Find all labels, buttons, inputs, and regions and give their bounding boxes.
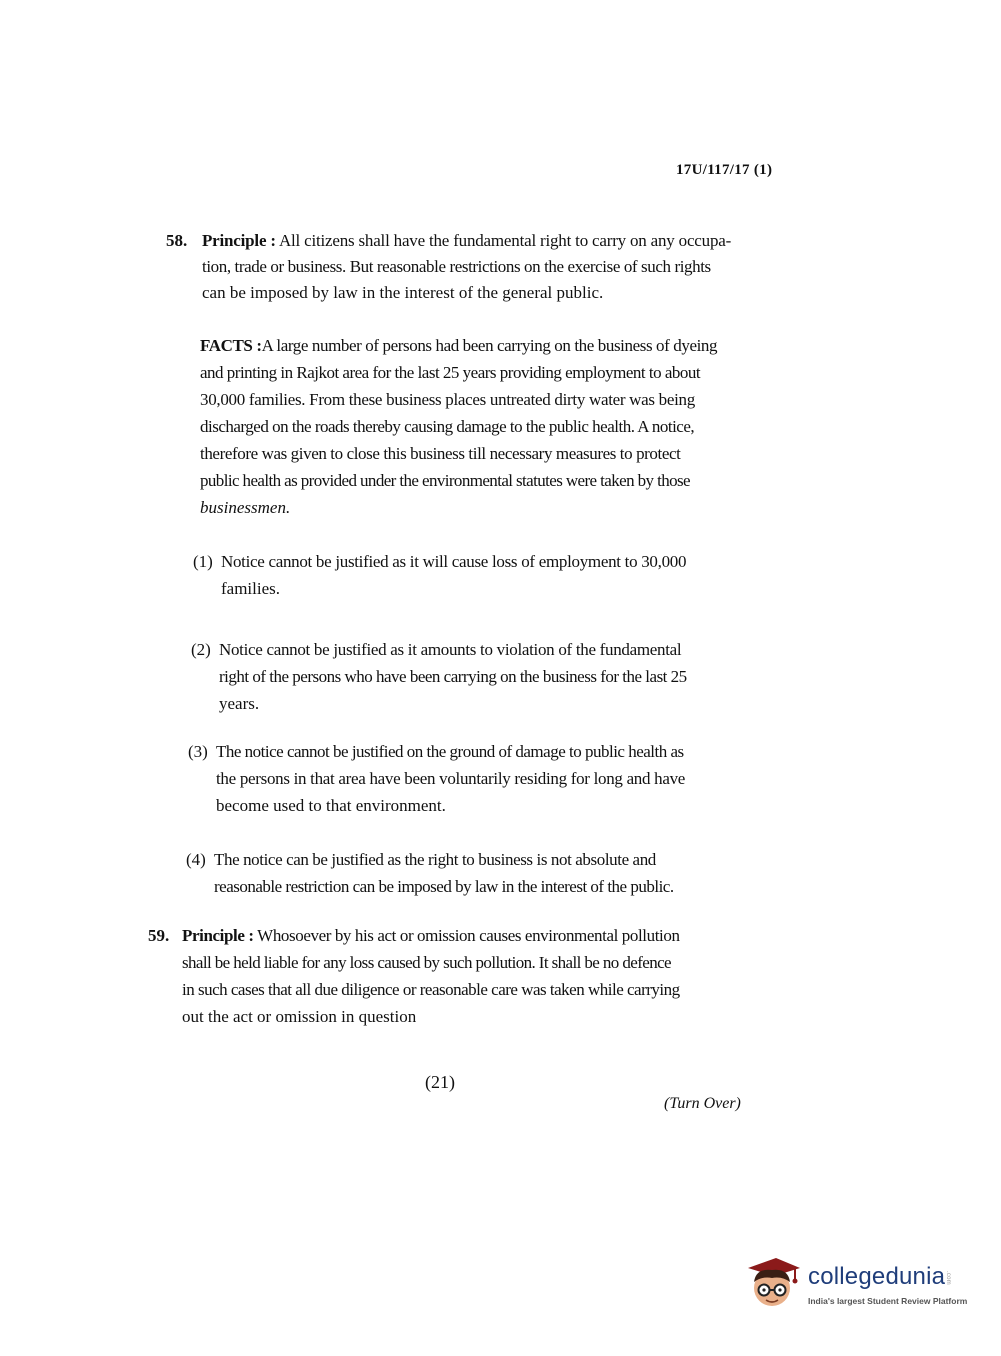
option-line: Notice cannot be justified as it will cause loss of employment to 30,000 xyxy=(221,552,687,571)
option-line: The notice can be justified as the right to business is not absolute and xyxy=(214,850,656,869)
facts-line: businessmen. xyxy=(200,498,291,517)
question-number: 59. xyxy=(148,926,170,945)
facts-label: FACTS : xyxy=(200,336,262,355)
principle-line: in such cases that all due diligence or reasonable care was taken while carrying xyxy=(182,980,680,999)
principle-text xyxy=(202,228,786,306)
principle-label: Principle : xyxy=(202,231,276,250)
option-line: the persons in that area have been voluntarily residing for long and have xyxy=(216,769,686,788)
facts-line: therefore was given to close this business till necessary measures to protect xyxy=(200,444,681,463)
principle-line: shall be held liable for any loss caused by such pollution. It shall be no defence xyxy=(182,953,671,972)
turn-over-note: (Turn Over) xyxy=(664,1095,741,1112)
option-line: Notice cannot be justified as it amounts to violation of the fundamental xyxy=(219,640,682,659)
option-number: (3) xyxy=(188,742,208,761)
paper-code: 17U/117/17 (1) xyxy=(676,162,773,178)
brand-name: collegedunia.com xyxy=(808,1263,952,1290)
question-58 xyxy=(166,228,786,318)
facts-line: 30,000 families. From these business places untreated dirty water was being xyxy=(200,390,695,409)
facts-line: A large number of persons had been carrying on the business of dyeing xyxy=(261,336,718,355)
brand-suffix: .com xyxy=(945,1270,952,1285)
option-line: right of the persons who have been carrying on the business for the last 25 xyxy=(219,667,687,686)
question-59 xyxy=(148,922,768,1038)
facts-line: discharged on the roads thereby causing damage to the public health. A notice, xyxy=(200,417,695,436)
option-line: become used to that environment. xyxy=(216,796,446,815)
option-line: families. xyxy=(221,579,281,598)
option-line: years. xyxy=(219,694,260,713)
option-line: The notice cannot be justified on the ground of damage to public health as xyxy=(216,742,684,761)
principle-line: tion, trade or business. But reasonable restrictions on the exercise of such rights xyxy=(202,257,711,276)
page-number: (21) xyxy=(425,1072,455,1092)
principle-label: Principle : xyxy=(182,926,254,945)
principle-line: out the act or omission in question xyxy=(182,1007,417,1026)
option-number: (4) xyxy=(186,850,206,869)
principle-text xyxy=(182,922,768,1030)
option-number: (2) xyxy=(191,640,211,659)
principle-line: All citizens shall have the fundamental right to carry on any occupa- xyxy=(278,231,732,250)
mascot-icon xyxy=(742,1250,804,1312)
principle-line: can be imposed by law in the interest of the general public. xyxy=(202,283,604,302)
collegedunia-watermark xyxy=(742,1250,972,1320)
option-number: (1) xyxy=(193,552,213,571)
brand-tagline: India's largest Student Review Platform xyxy=(808,1296,968,1306)
facts-line: public health as provided under the environmental statutes were taken by those xyxy=(200,471,690,490)
facts-block xyxy=(200,332,780,521)
principle-line: Whosoever by his act or omission causes environmental pollution xyxy=(257,926,680,945)
facts-line: and printing in Rajkot area for the last 25 years providing employment to about xyxy=(200,363,701,382)
question-number: 58. xyxy=(166,231,188,250)
option-line: reasonable restriction can be imposed by law in the interest of the public. xyxy=(214,877,674,896)
